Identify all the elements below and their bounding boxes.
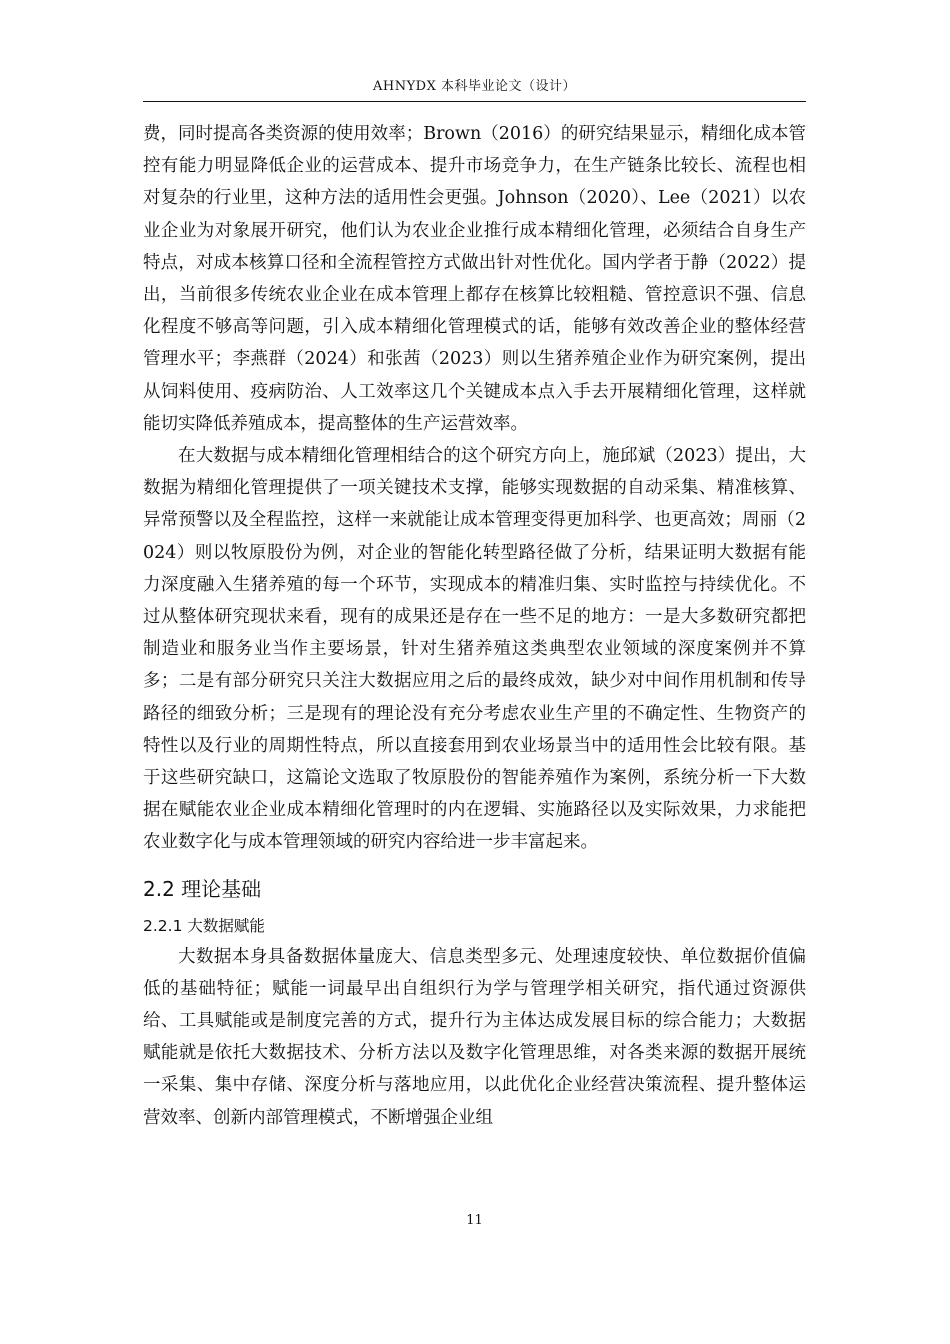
paragraph-continued: 费，同时提高各类资源的使用效率；Brown（2016）的研究结果显示，精细化成本管控有能力明显降低企业的运营成本、提升市场竞争力，在生产链条比较长、流程也相对复杂的行业里，这种方法的适用性会更强。Johnson（2020）、Lee（2021）以农业企业为对象展开研究，他们认为农业企业推行成本精细化管理，必须结合自身生产特点，对成本核算口径和全流程管控方式做出针对性优化。国内学者于静（2022）提出，当前很多传统农业企业在成本管理上都存在核算比较粗糙、管控意识不强、信息化程度不够高等问题，引入成本精细化管理模式的话，能够有效改善企业的整体经营管理水平；李燕群（2024）和张茜（2023）则以生猪养殖企业作为研究案例，提出从饲料使用、疫病防治、人工效率这几个关键成本点入手去开展精细化管理，这样就能切实降低养殖成本，提高整体的生产运营效率。 [143,124,806,434]
section-heading-2-2-1: 2.2.1 大数据赋能 [143,916,265,935]
paragraph-big-data-empowerment: 大数据本身具备数据体量庞大、信息类型多元、处理速度较快、单位数据价值偏低的基础特征；赋能一词最早出自组织行为学与管理学相关研究，指代通过资源供给、工具赋能或是制度完善的方式，提升行为主体达成发展目标的综合能力；大数据赋能就是依托大数据技术、分析方法以及数字化管理思维，对各类来源的数据开展统一采集、集中存储、深度分析与落地应用，以此优化企业经营决策流程、提升整体运营效率、创新内部管理模式，不断增强企业组 [143,946,806,1128]
header-rule [143,101,806,102]
running-header: AHNYDX 本科毕业论文（设计） [373,79,576,94]
paragraph-research-gap: 在大数据与成本精细化管理相结合的这个研究方向上，施邱斌（2023）提出，大数据为精细化管理提供了一项关键技术支撑，能够实现数据的自动采集、精准核算、异常预警以及全程监控，这样一来就能让成本管理变得更加科学、也更高效；周丽（2024）则以牧原股份为例，对企业的智能化转型路径做了分析，结果证明大数据有能力深度融入生猪养殖的每一个环节，实现成本的精准归集、实时监控与持续优化。不过从整体研究现状来看，现有的成果还是存在一些不足的地方：一是大多数研究都把制造业和服务业当作主要场景，针对生猪养殖这类典型农业领域的深度案例并不算多；二是有部分研究只关注大数据应用之后的最终成效，缺少对中间作用机制和传导路径的细致分析；三是现有的理论没有充分考虑农业生产里的不确定性、生物资产的特性以及行业的周期性特点，所以直接套用到农业场景当中的适用性会比较有限。基于这些研究缺口，这篇论文选取了牧原股份的智能养殖作为案例，系统分析一下大数据在赋能农业企业成本精细化管理时的内在逻辑、实施路径以及实际效果，力求能把农业数字化与成本管理领域的研究内容给进一步丰富起来。 [143,446,806,853]
body-text [143,118,806,1134]
page-number: 11 [466,1213,483,1228]
section-heading-2-2: 2.2 理论基础 [143,876,262,901]
